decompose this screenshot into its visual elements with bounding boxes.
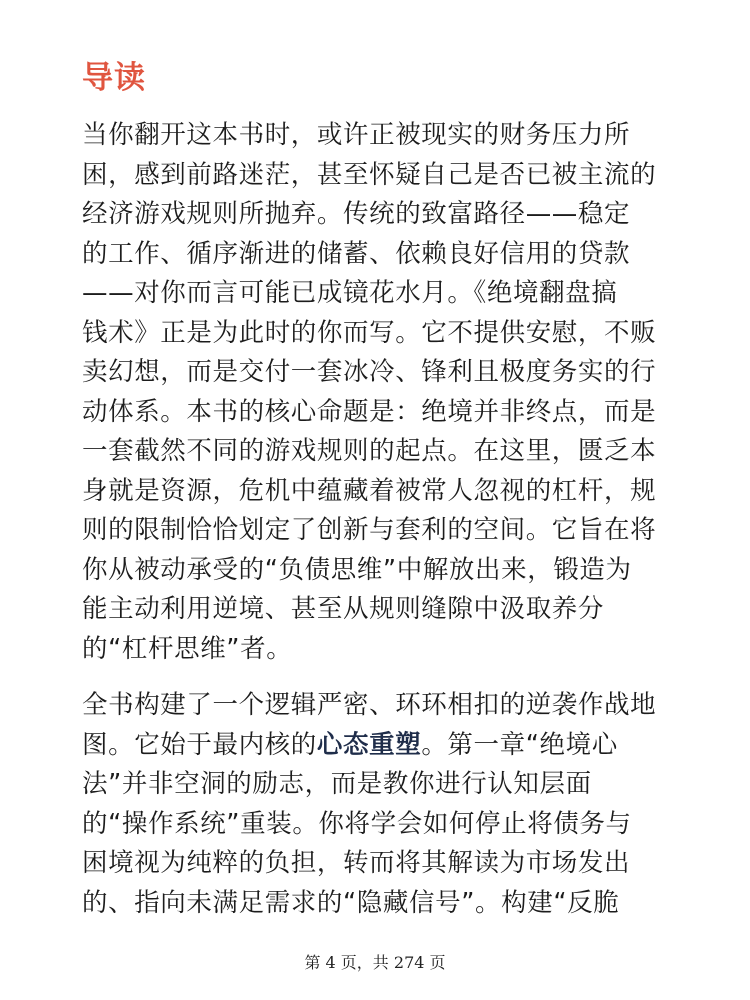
text-segment: 图。它始于最内核的 — [82, 729, 317, 760]
text-line: 的、指向未满足需求的“隐藏信号”。构建“反脆 — [82, 887, 620, 918]
text-line: 动体系。本书的核心命题是：绝境并非终点，而是 — [82, 396, 657, 427]
text-line: 困境视为纯粹的负担，转而将其解读为市场发出 — [82, 848, 631, 878]
text-line: 一套截然不同的游戏规则的起点。在这里，匮乏本 — [82, 436, 657, 466]
text-line: 全书构建了一个逻辑严密、环环相扣的逆袭作战地 — [82, 690, 657, 720]
paragraph-overview — [82, 686, 682, 923]
text-line: 经济游戏规则所抛弃。传统的致富路径——稳定 — [82, 199, 631, 229]
page-heading: 导读 — [82, 60, 146, 96]
text-line: 的“杠杆思维”者。 — [82, 633, 293, 664]
page-number-footer: 第 4 页，共 274 页 — [304, 953, 446, 972]
text-line: 卖幻想，而是交付一套冰冷、锋利且极度务实的行 — [82, 357, 657, 387]
text-line: 法”并非空洞的励志，而是教你进行认知层面 — [82, 769, 592, 799]
text-line: 的“操作系统”重装。你将学会如何停止将债务与 — [82, 808, 632, 839]
text-line: 当你翻开这本书时，或许正被现实的财务压力所 — [82, 120, 631, 150]
text-line: 则的限制恰恰划定了创新与套利的空间。它旨在将 — [82, 515, 657, 545]
text-line: ——对你而言可能已成镜花水月。《绝境翻盘搞 — [82, 278, 618, 308]
text-line — [82, 726, 682, 766]
text-line: 能主动利用逆境、甚至从规则缝隙中汲取养分 — [82, 594, 605, 624]
text-line: 困，感到前路迷茫，甚至怀疑自己是否已被主流的 — [82, 159, 657, 190]
emphasis-text: 心态重塑 — [316, 729, 422, 760]
text-line: 的工作、循序渐进的储蓄、依赖良好信用的贷款 — [82, 238, 631, 269]
text-line: 身就是资源，危机中蕴藏着被常人忽视的杠杆，规 — [82, 475, 657, 506]
text-line: 钱术》正是为此时的你而写。它不提供安慰，不贩 — [82, 317, 657, 348]
text-line: 你从被动承受的“负债思维”中解放出来，锻造为 — [82, 554, 632, 585]
text-segment: 。第一章“绝境心 — [421, 729, 618, 760]
paragraph-intro — [82, 116, 682, 669]
